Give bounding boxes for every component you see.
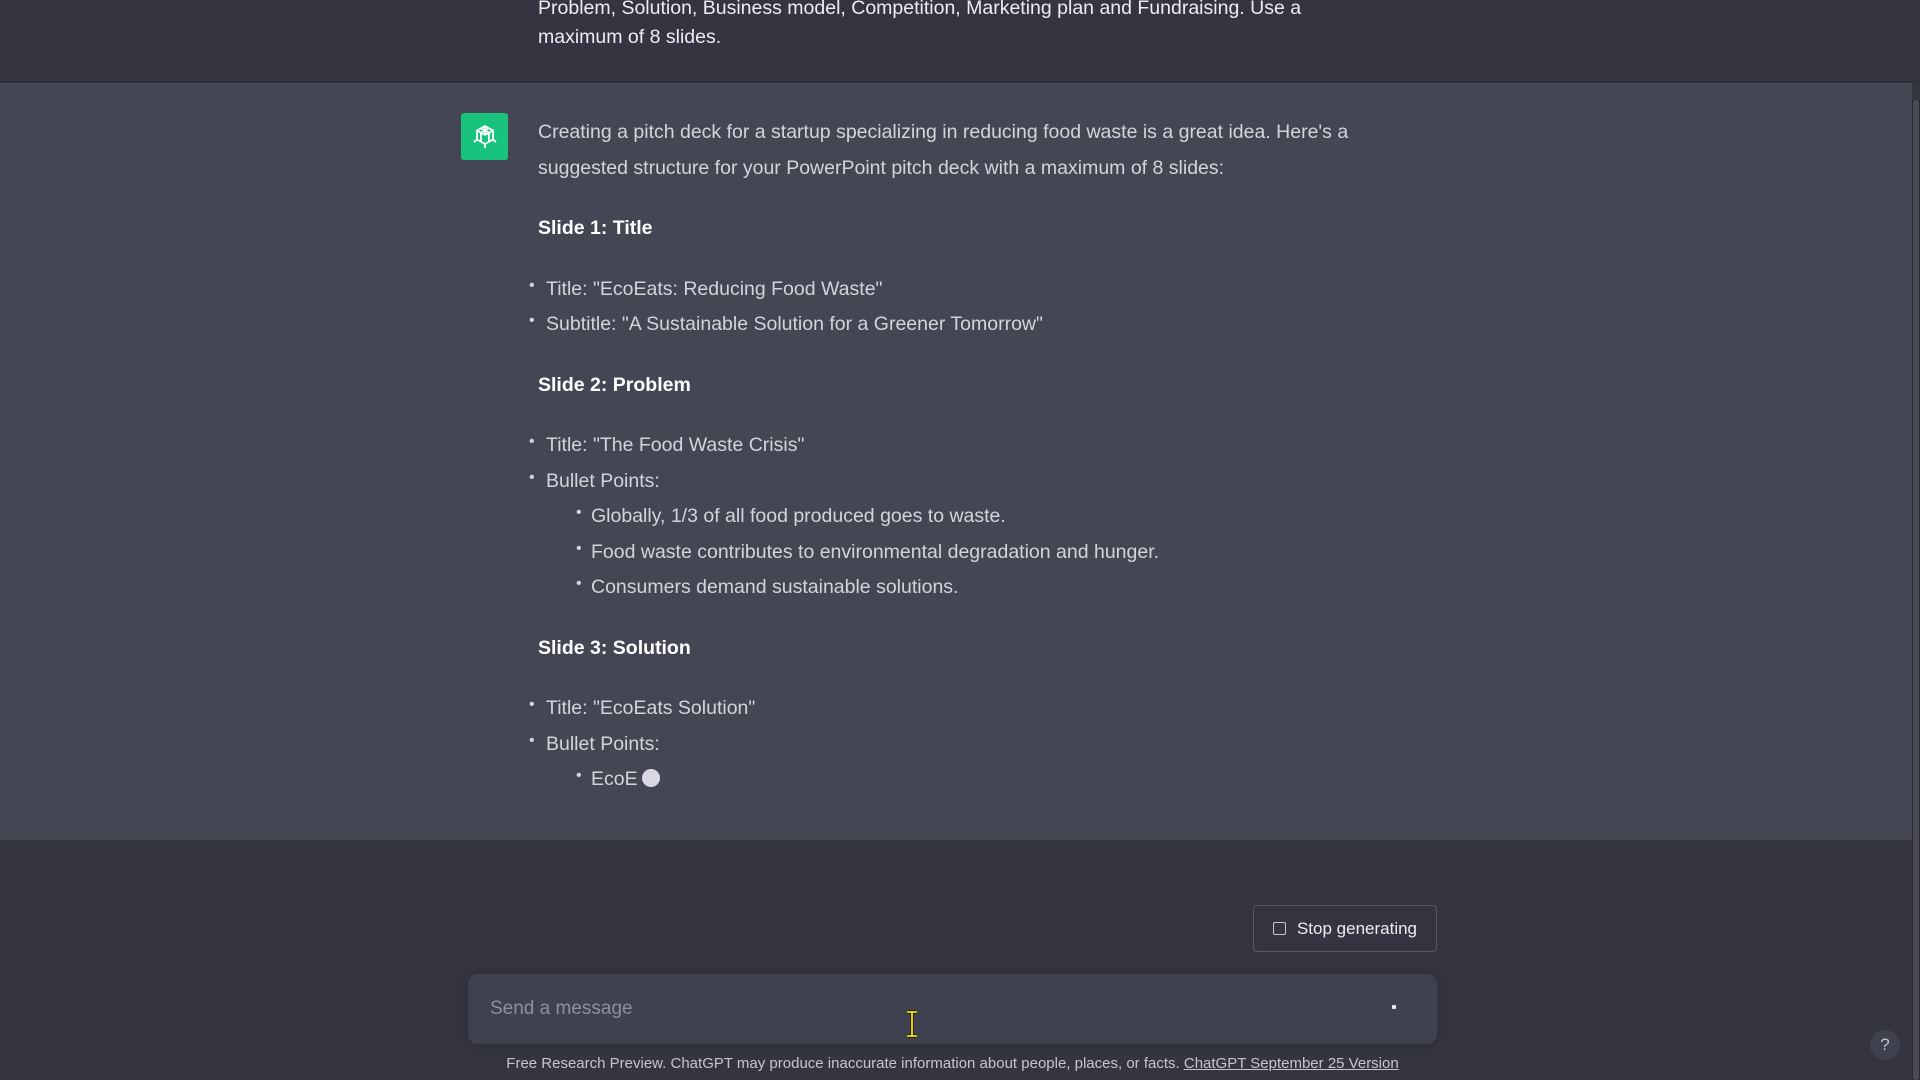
help-label: ?	[1880, 1035, 1890, 1054]
user-message-text: Problem, Solution, Business model, Competition, Marketing plan and Fundraising. Use a maximum of 8 slides.	[538, 0, 1302, 48]
list-item	[538, 464, 1368, 606]
slide-3-heading: Slide 3: Solution	[538, 636, 691, 659]
scrollbar-thumb[interactable]	[1913, 100, 1919, 1080]
list-item: • Title: "EcoEats: Reducing Food Waste"	[538, 272, 1368, 308]
sub-list-item	[591, 762, 1368, 798]
sub-list-item: • Food waste contributes to environmental degradation and hunger.	[591, 535, 1368, 571]
list-item: • Title: "EcoEats Solution"	[538, 691, 1368, 727]
list-item: • Title: "The Food Waste Crisis"	[538, 428, 1368, 464]
slide-2-list	[538, 428, 1368, 606]
slide-1-heading: Slide 1: Title	[538, 217, 653, 239]
message-input-container[interactable]	[468, 974, 1437, 1044]
assistant-intro: Creating a pitch deck for a startup specializing in reducing food waste is a great idea. Here's a suggested structure for your PowerPoint pitch deck with a maximum of 8 slides:	[538, 121, 1349, 179]
footer-disclaimer	[0, 1055, 1905, 1072]
streaming-cursor-icon	[642, 769, 660, 787]
slide-1-list	[538, 272, 1368, 343]
stop-square-icon	[1273, 922, 1286, 935]
message-input[interactable]	[488, 992, 1368, 1026]
footer-text: Free Research Preview. ChatGPT may produce inaccurate information about people, places, or facts.	[506, 1055, 1180, 1072]
i-beam-cursor-icon	[904, 1010, 920, 1038]
slide-3-sublist	[546, 762, 1368, 798]
stop-generating-button[interactable]	[1253, 905, 1437, 952]
slide-3-list	[538, 691, 1368, 798]
openai-logo-icon	[470, 122, 500, 152]
list-item-label: Bullet Points:	[546, 732, 660, 755]
list-item	[538, 727, 1368, 798]
slide-2-heading: Slide 2: Problem	[538, 373, 691, 396]
scrollbar[interactable]	[1912, 100, 1920, 1080]
stop-generating-label: Stop generating	[1296, 918, 1418, 938]
version-link[interactable]: ChatGPT September 25 Version	[1183, 1055, 1399, 1072]
assistant-avatar	[461, 113, 508, 160]
send-pending-icon	[1392, 1005, 1396, 1009]
help-button[interactable]	[1870, 1030, 1900, 1060]
sub-list-item: • Globally, 1/3 of all food produced goes to waste.	[591, 499, 1368, 535]
list-item-label: Bullet Points:	[546, 469, 660, 492]
list-item: • Subtitle: "A Sustainable Solution for a Greener Tomorrow"	[538, 307, 1368, 343]
slide-2-sublist	[546, 499, 1368, 606]
assistant-message-content	[538, 115, 1368, 798]
streaming-text: EcoE	[591, 768, 638, 790]
user-message-block	[0, 0, 1920, 82]
sub-list-item: • Consumers demand sustainable solutions.	[591, 570, 1368, 606]
assistant-message-block	[0, 83, 1912, 841]
